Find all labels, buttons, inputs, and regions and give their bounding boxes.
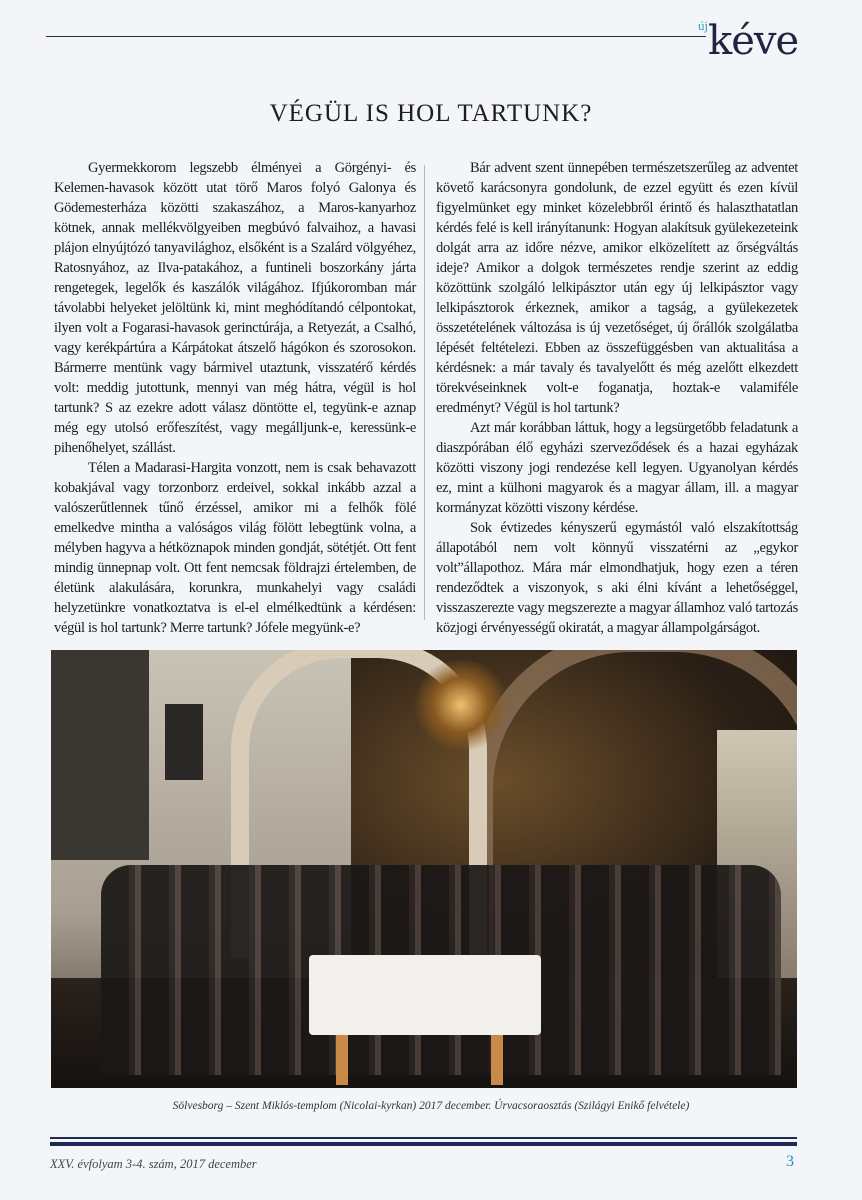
article-title: VÉGÜL IS HOL TARTUNK? [269,100,593,127]
logo-main-text: kéve [708,18,799,64]
table-leg [491,1035,503,1085]
church-photo [51,650,797,1088]
paragraph: Bár advent szent ünnepében természetszerűleg az adventet követő karácsonyra gondolunk, de ezzel együtt és ezen kívül figyelmünket egy minket közelebbről érintő és halaszthatatlan kérdés felé is kell irányítanunk: Hogyan alakítsuk gyülekezeteink dolgát arra az időre nézve, amikor elközelített az őrségváltás ideje? Amikor a dolgok természetes rendje szerint az eddig közöttünk szolgáló lelkipásztor után egy új lelkipásztor vagy lelkipásztorok érkeznek, amikor a tagság, a gyülekezetek összetételének változása is új vezetőséget, új őrállók szolgálatba lépését feltételezi. Ebben az összefüggésben van aktualitása a kérdésnek: a már tavaly és tavalyelőtt és még azelőtt elkezdett törekvéseinknek volt-e foganatja, hoztak-e valamiféle eredményt? Végül is hol tartunk? [436,160,798,416]
footer-rule [50,1142,797,1146]
chandelier [411,660,511,750]
right-column [436,158,798,638]
header-rule [46,36,706,37]
paragraph: Télen a Madarasi-Hargita vonzott, nem is csak behavazott kobakjával vagy torzonborz erdeivel, sokkal inkább azzal a valószerűtlennek tűnő érzéssel, amikor mi a felhők fölé emelkedve mintha a valóságos világ fölött lebegtünk volna, a mélyben hagyva a hétköznapok minden gondját, sötétjét. Ott fent mindig ünnepnap volt. Ott fent nemcsak földrajzi értelemben, de életünk alakulására, korunkra, munkahelyi vagy családi helyzetünkre vonatkoztatva is el-el elmélkedtünk a kérdésen: végül is hol tartunk? Merre tartunk? Jófele megyünk-e? [54,460,416,636]
left-column [54,158,416,638]
paragraph: Azt már korábban láttuk, hogy a legsürgetőbb feladatunk a diaszpórában élő egyházi szerveződések és a hazai egyházak közötti viszony jogi rendezése kell legyen. Ugyanolyan kérdés ez, mint a külhoni magyarok és a magyar állam, ill. a magyar kormányzat közötti viszony kérdése. [436,420,798,516]
photo-caption: Sölvesborg – Szent Miklós-templom (Nicolai-kyrkan) 2017 december. Úrvacsoraosztás (Szilágyi Enikő felvétele) [172,1100,690,1112]
communion-table [309,955,541,1035]
photo-pillar [51,650,149,860]
footer-rule [50,1137,797,1139]
table-leg [336,1035,348,1085]
issue-info: XXV. évfolyam 3-4. szám, 2017 december [50,1157,257,1171]
photo-window [165,704,203,780]
logo-small-text: új [698,18,709,33]
column-divider [424,165,425,620]
paragraph: Sok évtizedes kényszerű egymástól való elszakítottság állapotából nem volt könnyű visszatérni az „egykor volt”állapothoz. Mára már elmondhatjuk, hogy ezen a téren rendeződtek a viszonyok, s aki élni kívánt a lehetőséggel, visszaszerezte vagy megszerezte a magyar államhoz való tartozás közjogi érvényességű okiratát, a magyar állampolgárságot. [436,520,798,636]
page-number: 3 [786,1153,794,1170]
paragraph: Gyermekkorom legszebb élményei a Görgényi- és Kelemen-havasok között utat törő Maros folyó Galonya és Gödemesterháza közötti szakaszához, a Maros-kanyarhoz kötnek, annak mellékvölgyeiben megbúvó falvaihoz, a havasi plájon elnyújtózó tanyavilághoz, elsőként is a Szalárd völgyéhez, Ratosnyához, az Ilva-patakához, a funtineli boszorkány járta rengetegek, legelők és kaszálók világához. Ifjúkoromban már távolabbi helyeket jelöltünk ki, mint meghódítandó célpontokat, ilyen volt a Fogarasi-havasok gerinctúrája, a Retyezát, a Csalhó, vagy kerékpártúra a Kárpátokat átszelő hágókon és szorosokon. Bármerre mentünk vagy bármivel utaztunk, visszatérő kérdés volt: meddig jutottunk, mennyi van még hátra, végül is hol tartunk? S az ezekre adott válasz döntötte el, tegyünk-e aznap még egy utolsó erőfeszítést, vagy megálljunk-e, keressünk-e pihenőhelyet, szállást. [54,160,416,456]
